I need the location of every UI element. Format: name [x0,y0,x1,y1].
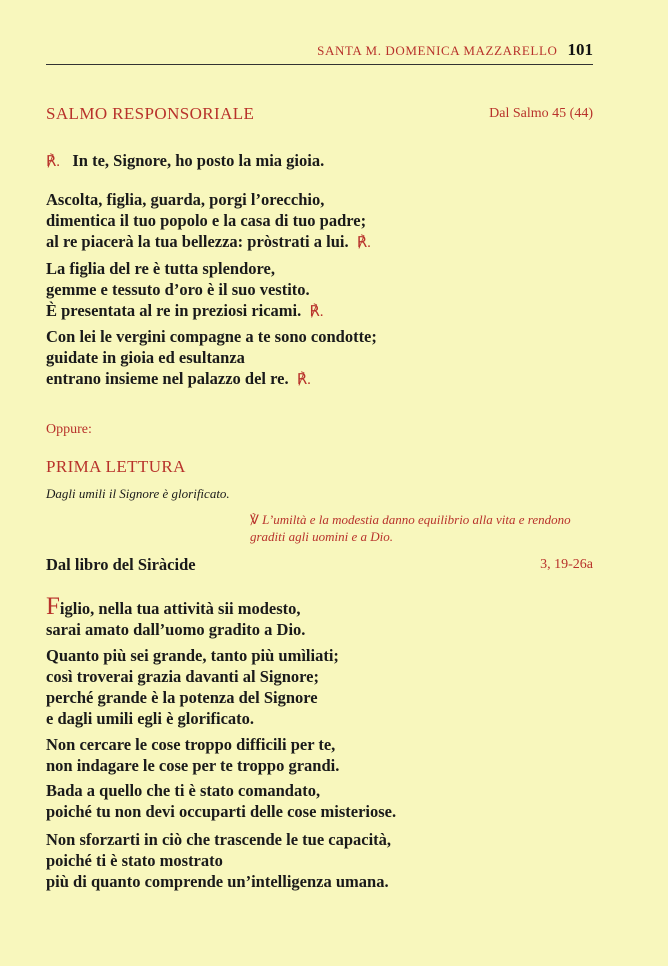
verse-line: gemme e tessuto d’oro è il suo vestito. [46,280,310,299]
verse-line: Bada a quello che ti è stato comandato, [46,781,321,800]
verse-line: guidate in gioia ed esultanza [46,348,245,367]
lettura-subtitle: Dagli umili il Signore è glorificato. [46,486,230,501]
note-line: graditi agli uomini e a Dio. [250,529,393,544]
verse-line: dimentica il tuo popolo e la casa di tuo padre; [46,211,367,230]
drop-cap: F [46,593,60,620]
lettura-note [250,511,610,545]
verse-line: Non sforzarti in ciò che trascende le tue capacità, [46,830,392,849]
verse-line: iglio, nella tua attività sii modesto, [59,599,301,618]
salmo-response [46,150,606,173]
verse-line: Con lei le vergini compagne a te sono condotte; [46,327,377,346]
lettura-stanza-5 [46,829,606,892]
verse-line: Quanto più sei grande, tanto più umìliati; [46,646,339,665]
lettura-reference: 3, 19-26a [540,557,593,572]
verse-line: al re piacerà la tua bellezza: pròstrati a lui. [46,232,349,251]
verse-line: più di quanto comprende un’intelligenza umana. [46,872,389,891]
note-line: L’umiltà e la modestia danno equilibrio alla vita e rendono [262,512,571,527]
lettura-stanza-1 [46,593,606,640]
lettura-book: Dal libro del Siràcide [46,555,196,574]
verse-line: Ascolta, figlia, guarda, porgi l’orecchio, [46,190,325,209]
running-title: SANTA M. DOMENICA MAZZARELLO [317,43,558,58]
running-header [46,40,593,65]
lettura-stanza-3 [46,734,606,776]
verse-line: entrano insieme nel palazzo del re. [46,369,289,388]
lettura-heading: PRIMA LETTURA [46,457,186,476]
response-symbol: ℟. [309,304,324,320]
verse-line: sarai amato dall’uomo gradito a Dio. [46,620,306,639]
verse-line: poiché tu non devi occuparti delle cose misteriose. [46,802,397,821]
response-symbol: ℟. [356,235,371,251]
salmo-source: Dal Salmo 45 (44) [489,106,593,121]
page-number: 101 [567,40,593,59]
salmo-stanza-2 [46,258,606,323]
verse-line: È presentata al re in preziosi ricami. [46,301,302,320]
verse-line: e dagli umili egli è glorificato. [46,709,255,728]
salmo-heading: SALMO RESPONSORIALE [46,104,255,123]
verse-line: poiché ti è stato mostrato [46,851,223,870]
oppure-label: Oppure: [46,422,92,437]
lettura-stanza-4 [46,780,606,822]
verse-line: perché grande è la potenza del Signore [46,688,318,707]
response-text: In te, Signore, ho posto la mia gioia. [72,151,325,170]
salmo-stanza-1 [46,189,606,254]
salmo-stanza-3 [46,326,606,391]
lettura-stanza-2 [46,645,606,729]
verse-line: Non cercare le cose troppo difficili per te, [46,735,336,754]
verse-line: così troverai grazia davanti al Signore; [46,667,319,686]
verse-line: La figlia del re è tutta splendore, [46,259,276,278]
verse-line: non indagare le cose per te troppo grandi. [46,756,340,775]
response-symbol: ℟. [46,154,61,170]
response-symbol: ℟. [296,372,311,388]
note-symbol: ℣ [250,512,259,527]
